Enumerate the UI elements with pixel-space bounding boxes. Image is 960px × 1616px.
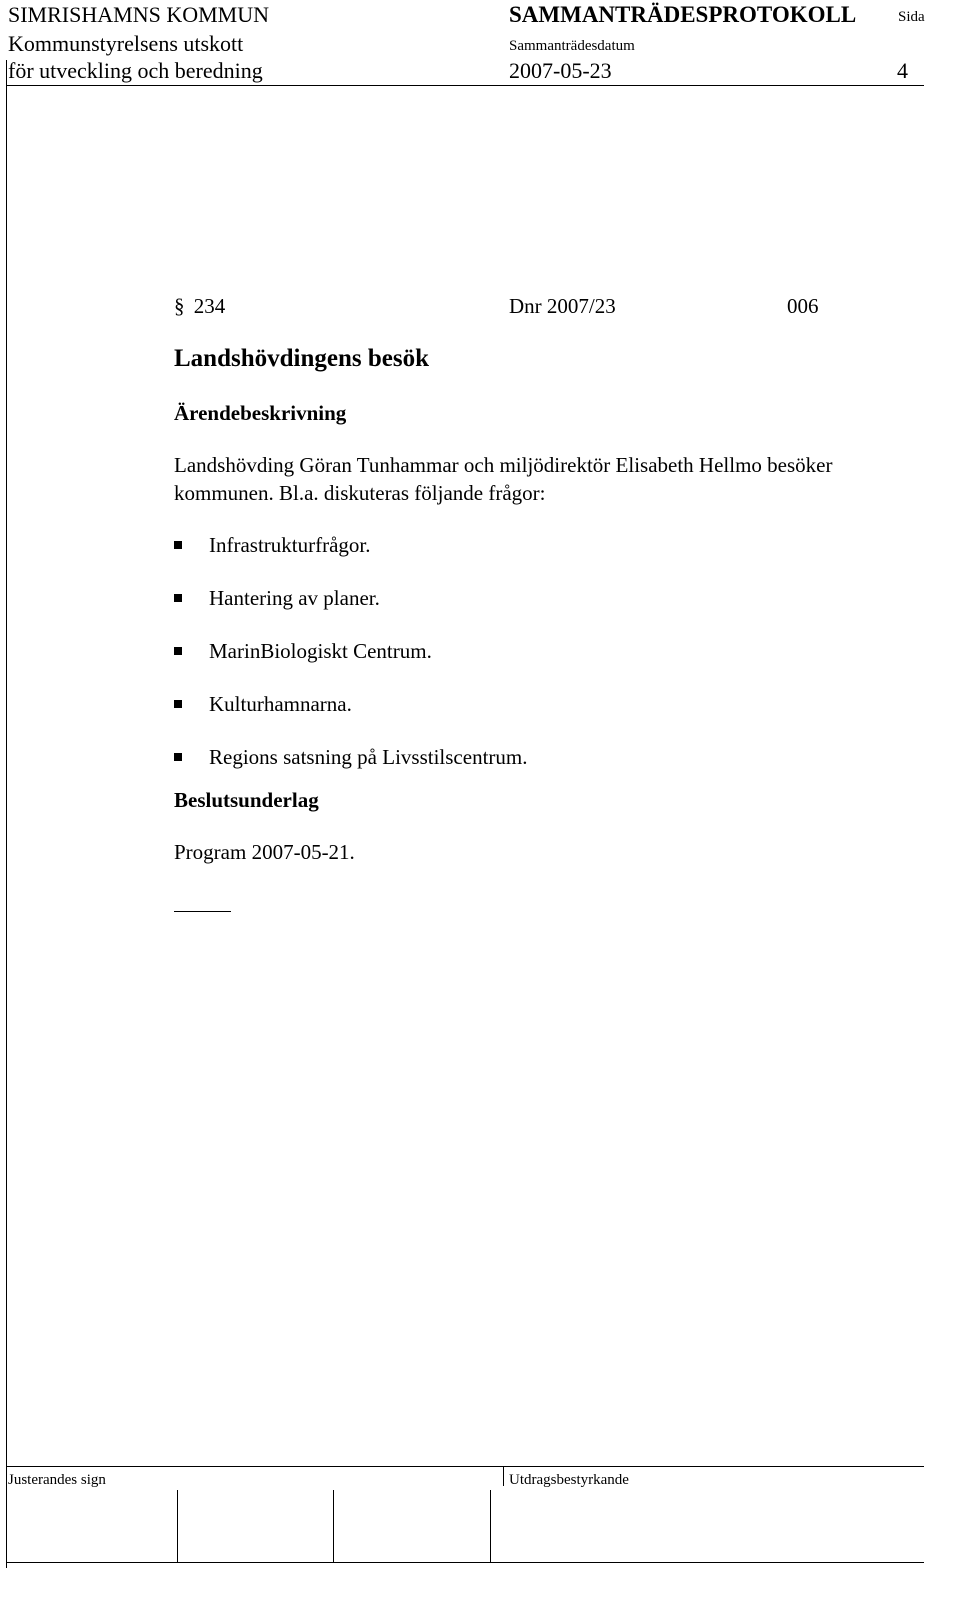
description-heading: Ärendebeskrivning [174,401,347,425]
organization-name: SIMRISHAMNS KOMMUN [8,2,269,27]
basis-heading: Beslutsunderlag [174,788,319,812]
bullet-square-icon [174,700,182,708]
committee-name-line1: Kommunstyrelsens utskott [8,31,244,56]
signature-box-divider [490,1490,491,1562]
footer-divider [503,1466,504,1486]
meeting-date-label: Sammanträdesdatum [509,38,635,54]
committee-name-line2: för utveckling och beredning [8,58,263,83]
page-number: 4 [897,58,908,83]
end-of-item-rule [174,911,231,912]
section-symbol: § [174,294,185,318]
signature-box-divider [333,1490,334,1562]
topic-list [174,532,874,797]
paragraph-heading [174,293,225,320]
list-item-text: Kulturhamnarna. [209,692,352,716]
list-item-text: Infrastrukturfrågor. [209,533,371,557]
list-item [174,638,874,691]
list-item [174,691,874,744]
list-item [174,532,874,585]
left-margin-line [6,60,7,1568]
signature-label: Justerandes sign [8,1472,106,1488]
diary-number: Dnr 2007/23 [509,294,616,318]
classification-code: 006 [787,294,819,318]
signature-box-divider [177,1490,178,1562]
page-label: Sida [898,9,925,25]
item-title: Landshövdingens besök [174,345,429,372]
document-type: SAMMANTRÄDESPROTOKOLL [509,2,857,27]
list-item [174,585,874,638]
list-item-text: MarinBiologiskt Centrum. [209,639,432,663]
paragraph-number: 234 [193,294,226,318]
certification-label: Utdragsbestyrkande [509,1472,629,1488]
bottom-rule [6,1562,924,1563]
description-line-1: Landshövding Göran Tunhammar och miljödirektör Elisabeth Hellmo besöker [174,453,833,477]
header-rule [6,85,924,86]
meeting-date: 2007-05-23 [509,58,612,83]
basis-text: Program 2007-05-21. [174,840,355,864]
footer-rule [6,1466,924,1467]
bullet-square-icon [174,753,182,761]
description-line-2: kommunen. Bl.a. diskuteras följande frågor: [174,481,546,505]
bullet-square-icon [174,541,182,549]
list-item-text: Regions satsning på Livsstilscentrum. [209,745,528,769]
bullet-square-icon [174,594,182,602]
bullet-square-icon [174,647,182,655]
list-item-text: Hantering av planer. [209,586,380,610]
